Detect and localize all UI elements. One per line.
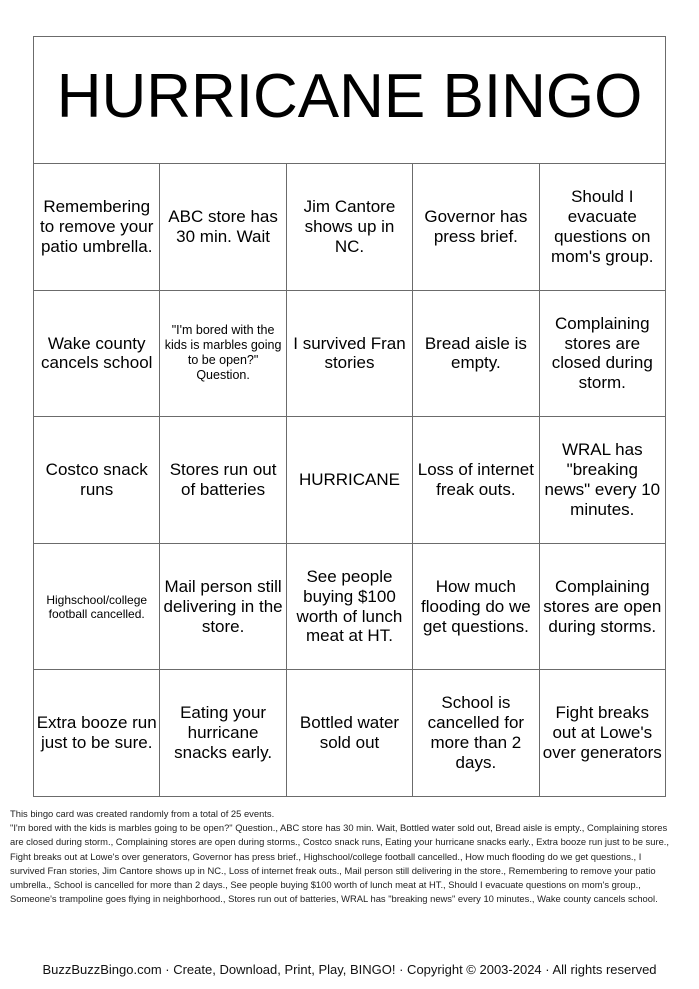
bingo-square[interactable]: Bread aisle is empty. <box>413 290 539 417</box>
page-footer: BuzzBuzzBingo.com · Create, Download, Print, Play, BINGO! · Copyright © 2003-2024 · All rights reserved <box>42 962 657 977</box>
bingo-square[interactable]: Jim Cantore shows up in NC. <box>286 164 412 291</box>
bingo-square[interactable]: See people buying $100 worth of lunch meat at HT. <box>286 543 412 670</box>
bingo-row <box>34 290 666 417</box>
bingo-square[interactable]: Fight breaks out at Lowe's over generators <box>539 670 665 797</box>
bingo-square[interactable]: WRAL has "breaking news" every 10 minutes. <box>539 417 665 544</box>
bingo-square[interactable]: Loss of internet freak outs. <box>413 417 539 544</box>
bingo-row <box>34 670 666 797</box>
bingo-card <box>33 36 666 797</box>
card-info-summary: This bingo card was created randomly from a total of 25 events. <box>10 808 275 819</box>
card-info-events-list: "I'm bored with the kids is marbles going to be open?" Question., ABC store has 30 min. Wait, Bottled water sold out, Bread aisle is empty., Complaining stores are closed during storm., Complaining stores are open during storms., Costco snack runs, Eating your hurricane snacks early., Extra booze run just to be sure., Fight breaks out at Lowe's over generators, Governor has press brief., Highschool/college football cancelled., How much flooding do we get questions., I survived Fran stories, Jim Cantore shows up in NC., Loss of internet freak outs., Mail person still delivering in the store., Remembering to remove your patio umbrella., School is cancelled for more than 2 days., See people buying $100 worth of lunch meat at HT., Should I evacuate questions on mom's group., Someone's trampoline goes flying in neighborhood., Stores run out of batteries, WRAL has "breaking news" every 10 minutes., Wake county cancels school. <box>10 822 669 905</box>
bingo-square[interactable]: Extra booze run just to be sure. <box>34 670 160 797</box>
bingo-row <box>34 417 666 544</box>
bingo-square[interactable]: Costco snack runs <box>34 417 160 544</box>
bingo-square[interactable]: Wake county cancels school <box>34 290 160 417</box>
bingo-row <box>34 164 666 291</box>
bingo-square[interactable]: Governor has press brief. <box>413 164 539 291</box>
bingo-square[interactable]: Complaining stores are open during storms. <box>539 543 665 670</box>
bingo-square[interactable]: Stores run out of batteries <box>160 417 286 544</box>
bingo-square[interactable]: Bottled water sold out <box>286 670 412 797</box>
bingo-square[interactable]: Eating your hurricane snacks early. <box>160 670 286 797</box>
bingo-square[interactable]: Should I evacuate questions on mom's group. <box>539 164 665 291</box>
card-title <box>34 37 666 164</box>
bingo-square[interactable]: I survived Fran stories <box>286 290 412 417</box>
bingo-square[interactable]: How much flooding do we get questions. <box>413 543 539 670</box>
bingo-square[interactable]: School is cancelled for more than 2 days. <box>413 670 539 797</box>
free-square[interactable]: HURRICANE <box>286 417 412 544</box>
bingo-square[interactable]: Complaining stores are closed during storm. <box>539 290 665 417</box>
bingo-square[interactable]: ABC store has 30 min. Wait <box>160 164 286 291</box>
bingo-row <box>34 543 666 670</box>
bingo-square[interactable]: "I'm bored with the kids is marbles going to be open?" Question. <box>160 290 286 417</box>
bingo-square[interactable]: Remembering to remove your patio umbrella. <box>34 164 160 291</box>
card-title-text: HURRICANE BINGO <box>56 61 643 131</box>
card-info <box>10 807 670 906</box>
bingo-square[interactable]: Mail person still delivering in the store. <box>160 543 286 670</box>
bingo-square[interactable]: Highschool/college football cancelled. <box>34 543 160 670</box>
